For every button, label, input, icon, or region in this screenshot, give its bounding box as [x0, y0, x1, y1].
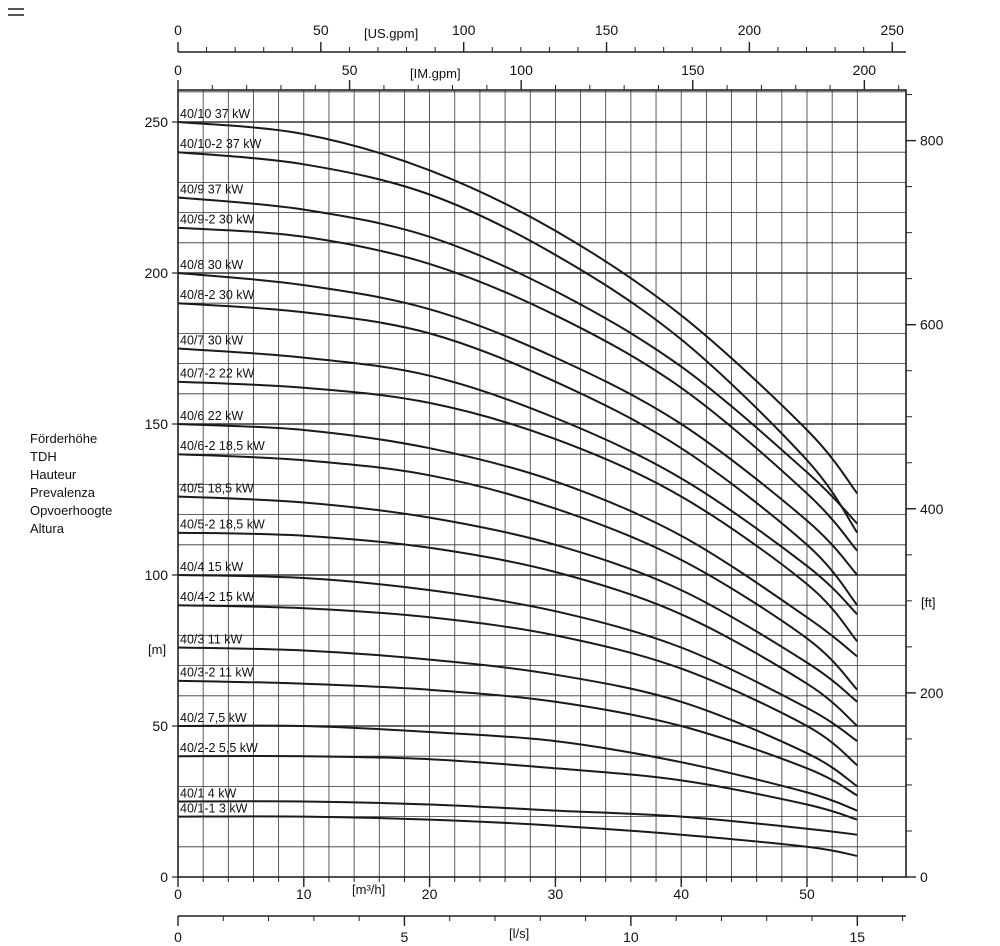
x-tick-label-ls: 10 [623, 929, 639, 945]
x-tick-label-usgpm: 150 [594, 22, 619, 38]
series-label: 40/6 22 kW [180, 409, 244, 423]
x-tick-label-ls: 0 [174, 929, 182, 945]
x-tick-label-imgpm: 150 [681, 62, 705, 78]
x-tick-label-imgpm: 0 [174, 62, 182, 78]
series-label: 40/5 18,5 kW [180, 481, 254, 496]
y-axis-multilingual-label [30, 430, 112, 538]
y-tick-label-m: 100 [144, 567, 168, 583]
ylabel-line: Hauteur [30, 467, 77, 482]
y-axis-unit-ft: [ft] [921, 595, 936, 610]
y-tick-label-ft: 800 [920, 132, 944, 149]
series-label: 40/1-1 3 kW [180, 801, 248, 816]
series-label: 40/6-2 18,5 kW [180, 439, 265, 454]
ylabel-line: Prevalenza [30, 485, 96, 500]
ylabel-line: Opvoerhoogte [30, 503, 113, 518]
series-line [178, 122, 857, 494]
chart-labels [145, 22, 944, 945]
x-tick-label-usgpm: 200 [737, 22, 762, 38]
series-label: 40/5-2 18,5 kW [180, 517, 265, 532]
series-label: 40/4-2 15 kW [180, 590, 255, 605]
ylabel-line: Altura [30, 521, 64, 536]
series-label: 40/8 30 kW [180, 258, 244, 272]
x-tick-label-usgpm: 250 [880, 22, 904, 38]
y-tick-label-ft: 600 [920, 316, 944, 333]
y-tick-label-m: 150 [144, 416, 168, 432]
series-label: 40/3 11 kW [180, 632, 243, 647]
chart-curves [178, 122, 857, 856]
x-tick-label-m3h: 20 [421, 886, 438, 902]
y-tick-label-m: 200 [144, 265, 168, 281]
series-line [178, 816, 857, 856]
y-tick-label-ft: 0 [920, 869, 928, 885]
x-tick-label-imgpm: 100 [509, 62, 533, 78]
y-tick-label-m: 0 [160, 869, 168, 885]
y-tick-label-m: 50 [152, 718, 168, 734]
x-tick-label-imgpm: 50 [341, 62, 358, 78]
x-tick-label-usgpm: 100 [452, 22, 476, 38]
series-label: 40/7-2 22 kW [180, 366, 255, 381]
series-label: 40/1 4 kW [180, 786, 237, 801]
series-label: 40/2-2 5,5 kW [180, 741, 258, 756]
x-tick-label-m3h: 50 [799, 886, 815, 902]
series-label: 40/2 7,5 kW [180, 711, 247, 725]
series-line [178, 726, 857, 811]
y-tick-label-m: 250 [144, 114, 168, 130]
series-line [178, 575, 857, 741]
ylabel-line: Förderhöhe [30, 431, 98, 446]
x-tick-label-m3h: 10 [296, 886, 312, 902]
series-label: 40/10-2 37 kW [180, 137, 262, 152]
x-tick-label-usgpm: 50 [313, 22, 329, 38]
series-label: 40/8-2 30 kW [180, 288, 255, 303]
x-tick-label-m3h: 0 [174, 886, 182, 902]
series-label: 40/9 37 kW [180, 182, 244, 197]
series-line [178, 605, 857, 765]
x-tick-label-ls: 5 [400, 929, 409, 945]
x-tick-label-m3h: 30 [547, 886, 564, 902]
series-line [178, 801, 857, 834]
x-tick-label-ls: 15 [849, 929, 866, 945]
ylabel-line: TDH [30, 449, 57, 464]
y-tick-label-ft: 200 [920, 684, 944, 701]
x-tick-label-imgpm: 200 [852, 62, 877, 78]
x-tick-label-m3h: 40 [673, 886, 689, 902]
x-axis-unit-imgpm: [IM.gpm] [410, 66, 461, 81]
series-line [178, 198, 857, 524]
series-label: 40/3-2 11 kW [180, 665, 254, 680]
x-tick-label-usgpm: 0 [174, 22, 182, 38]
series-label: 40/10 37 kW [180, 107, 251, 121]
x-axis-unit-ls: [l/s] [509, 926, 530, 941]
x-axis-unit-usgpm: [US.gpm] [364, 26, 419, 41]
series-label: 40/7 30 kW [180, 333, 244, 348]
series-label: 40/9-2 30 kW [180, 212, 255, 227]
x-axis-unit-m3h: [m³/h] [352, 882, 386, 897]
y-axis-unit-m: [m] [148, 642, 167, 657]
series-label: 40/4 15 kW [180, 560, 244, 574]
series-line [178, 756, 857, 820]
series-line [178, 454, 857, 690]
y-tick-label-ft: 400 [920, 500, 944, 517]
